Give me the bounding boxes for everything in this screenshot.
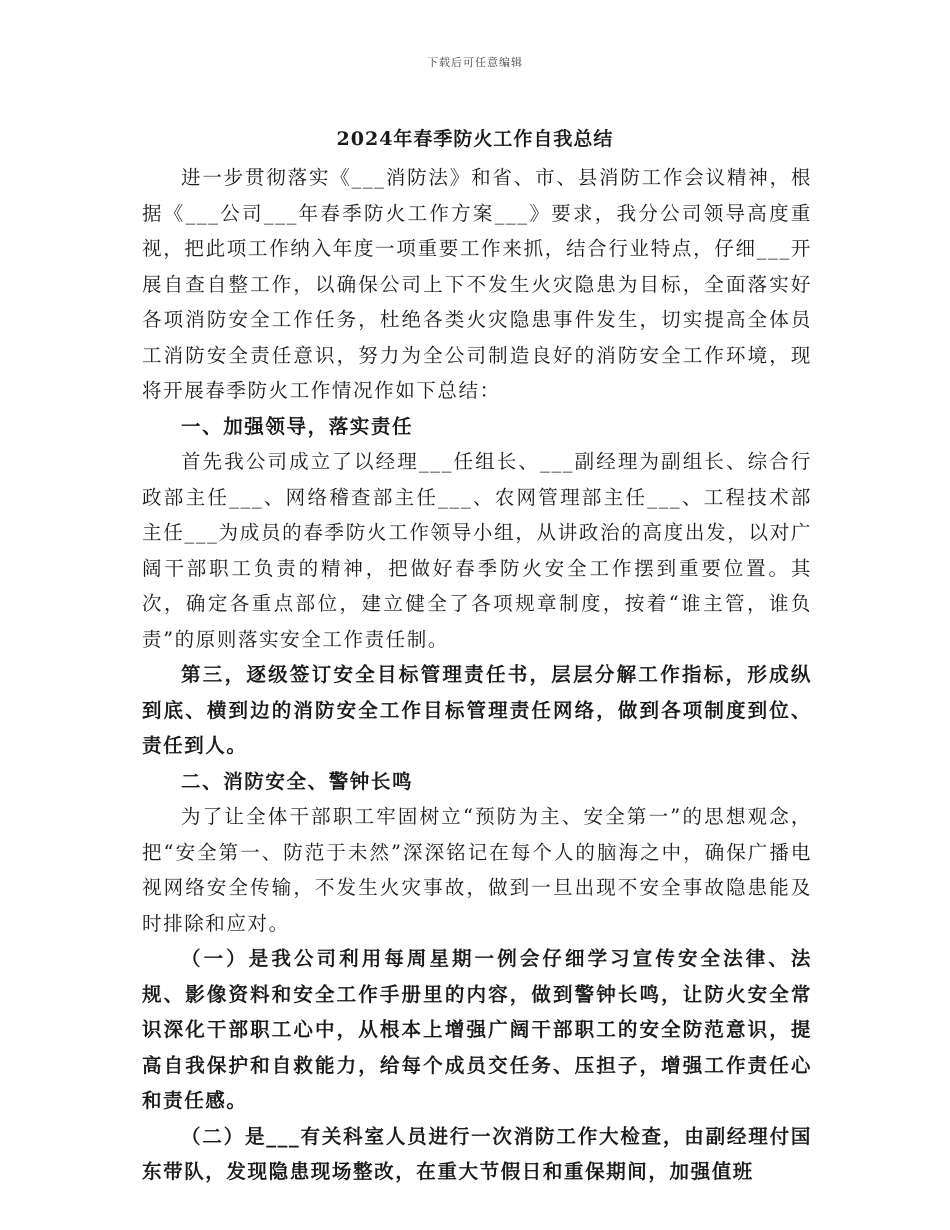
section-heading-1: 一、加强领导，落实责任: [181, 414, 414, 438]
section-heading-2: 二、消防安全、警钟长鸣: [181, 769, 414, 793]
leadership-paragraph: 首先我公司成立了以经理___任组长、___副经理为副组长、综合行政部主任___、网络稽查部主任___、农网管理部主任___、工程技术部主任___为成员的春季防火工作领导小组，从讲政治的高度出发，以对广阔干部职工负责的精神，把做好春季防火安全工作摆到重要位置。其次，确定各重点部位，建立健全了各项规章制度，按着“谁主管，谁负责”的原则落实安全工作责任制。: [142, 450, 812, 651]
intro-paragraph: 进一步贯彻落实《___消防法》和省、市、县消防工作会议精神，根据《___公司___年春季防火工作方案___》要求，我分公司领导高度重视，把此项工作纳入年度一项重要工作来抓，结合行业特点，仔细___开展自查自整工作，以确保公司上下不发生火灾隐患为目标，全面落实好各项消防安全工作任务，杜绝各类火灾隐患事件发生，切实提高全体员工消防安全责任意识，努力为全公司制造良好的消防安全工作环境，现将开展春季防火工作情况作如下总结：: [142, 166, 812, 402]
awareness-paragraph: 为了让全体干部职工牢固树立“预防为主、安全第一”的思想观念，把“安全第一、防范于未然”深深铭记在每个人的脑海之中，确保广播电视网络安全传输，不发生火灾事故，做到一旦出现不安全事故隐患能及时排除和应对。: [142, 805, 812, 935]
download-note: 下载后可任意编辑: [427, 56, 523, 69]
responsibility-paragraph: 第三，逐级签订安全目标管理责任书，层层分解工作指标，形成纵到底、横到边的消防安全工作目标管理责任网络，做到各项制度到位、责任到人。: [142, 663, 812, 757]
document-body: [142, 160, 812, 1190]
document-title: 2024年春季防火工作自我总结: [336, 128, 614, 150]
item-1-paragraph: （一）是我公司利用每周星期一例会仔细学习宣传安全法律、法规、影像资料和安全工作手册里的内容，做到警钟长鸣，让防火安全常识深化干部职工心中，从根本上增强广阔干部职工的安全防范意识，提高自我保护和自救能力，给每个成员交任务、压担子，增强工作责任心和责任感。: [142, 947, 812, 1112]
item-2-paragraph: （二）是___有关科室人员进行一次消防工作大检查，由副经理付国东带队，发现隐患现场整改，在重大节假日和重保期间，加强值班: [142, 1124, 812, 1183]
